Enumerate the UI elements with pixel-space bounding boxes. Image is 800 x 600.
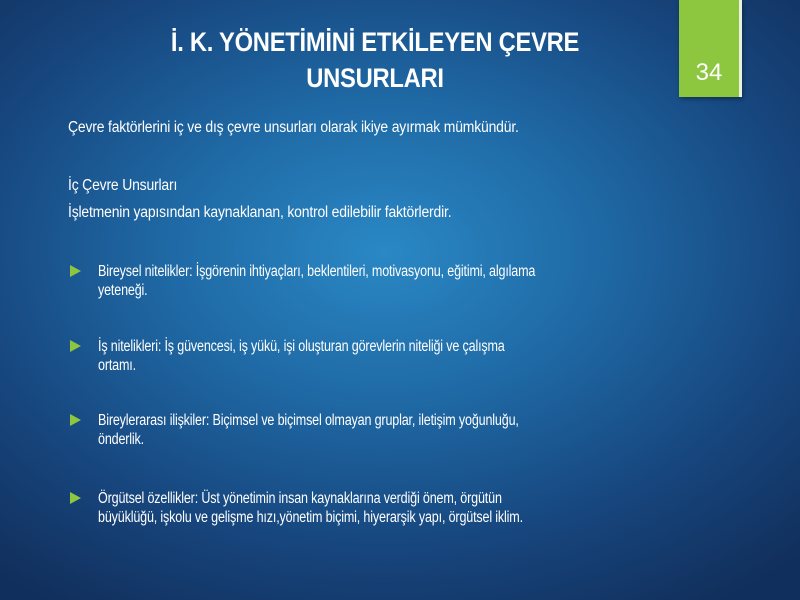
page-number: 34 [695, 59, 723, 86]
triangle-bullet-icon [70, 340, 81, 352]
triangle-bullet-icon [70, 492, 81, 504]
bullet-text [98, 489, 746, 527]
bullet-text-line-2: ortamı. [98, 357, 136, 374]
slide-title-line-1: İ. K. YÖNETİMİNİ ETKİLEYEN ÇEVRE [170, 27, 580, 57]
bullet-text [98, 411, 746, 449]
section-description: İşletmenin yapısından kaynaklanan, kontrol edilebilir faktörlerdir. [68, 204, 452, 221]
slide-title-line-2: UNSURLARI [306, 63, 444, 93]
page-number-badge [679, 0, 742, 97]
intro-text: Çevre faktörlerini iç ve dış çevre unsurları olarak ikiye ayırmak mümkündür. [68, 119, 519, 136]
bullet-text-line-1: Bireylerarası ilişkiler: Biçimsel ve biçimsel olmayan gruplar, iletişim yoğunluğu, [98, 412, 519, 429]
bullet-text-line-1: Bireysel nitelikler: İşgörenin ihtiyaçları, beklentileri, motivasyonu, eğitimi, algılama [98, 263, 536, 280]
bullet-text-line-1: Örgütsel özellikler: Üst yönetimin insan kaynaklarına verdiği önem, örgütün [98, 490, 502, 507]
bullet-text-line-2: yeteneği. [98, 282, 148, 299]
triangle-bullet-icon [70, 414, 81, 426]
bullet-text [98, 337, 746, 375]
slide-title [159, 24, 590, 96]
bullet-text-line-2: önderlik. [98, 431, 145, 448]
bullet-text-line-2: büyüklüğü, işkolu ve gelişme hızı,yönetim biçimi, hiyerarşik yapı, örgütsel iklim. [98, 509, 523, 526]
bullet-text-line-1: İş nitelikleri: İş güvencesi, iş yükü, işi oluşturan görevlerin niteliği ve çalışma [98, 338, 505, 355]
bullet-text [98, 262, 746, 300]
triangle-bullet-icon [70, 265, 81, 277]
section-heading: İç Çevre Unsurları [68, 177, 178, 194]
